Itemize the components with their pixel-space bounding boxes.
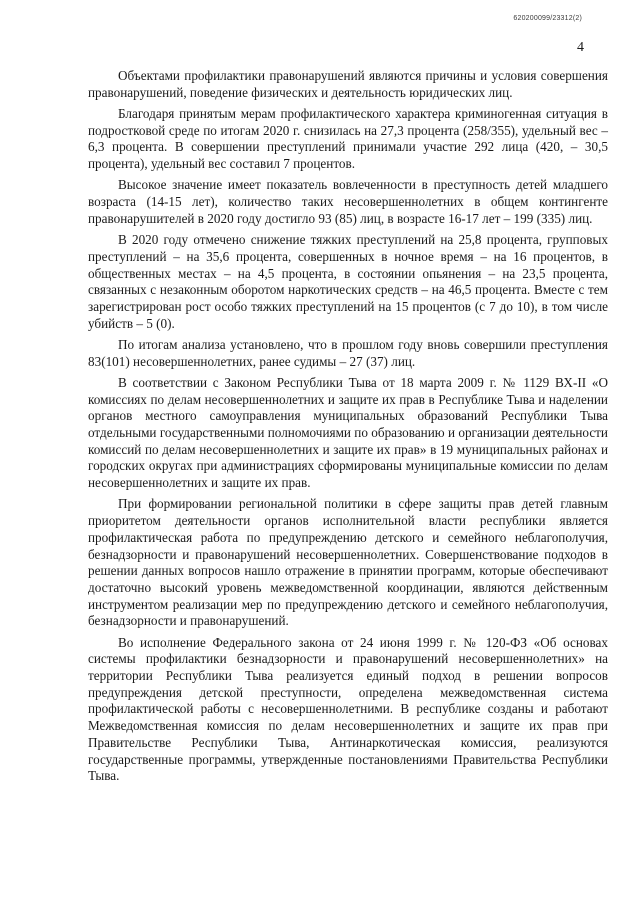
paragraph-regional-policy: При формировании региональной политики в сфере защиты прав детей главным приоритетом деятельности органов исполнительной власти республики является профилактическая работа по предупреждению детского и семейного неблагополучия, безнадзорности и правонарушений несовершеннолетних. Совершенствование подходов в решении данных вопросов нашло отражение в принятии программ, которые обеспечивают достаточно высокий уровень межведомственной координации, являются действенным инструментом реализации мер по предупреждению детского и семейного неблагополучия, безнадзорности и правонарушений. bbox=[88, 496, 608, 629]
paragraph-young-offenders: Высокое значение имеет показатель вовлеченности в преступность детей младшего возраста (14-15 лет), количество таких несовершеннолетних в общем контингенте правонарушителей в 2020 году достигло 93 (85) лиц, в возрасте 16-17 лет – 199 (335) лиц. bbox=[88, 177, 608, 226]
paragraph-prevention-objects: Объектами профилактики правонарушений являются причины и условия совершения правонарушений, поведение физических и деятельность юридических лиц. bbox=[88, 68, 608, 100]
paragraph-tuva-law-commissions: В соответствии с Законом Республики Тыва от 18 марта 2009 г. № 1129 ВХ-II «О комиссиях по делам несовершеннолетних и защите их прав в Республике Тыва и наделении органов местного самоуправления муниципальных образований Республики Тыва отдельными государственными полномочиями по образованию и организации деятельности комиссий по делам несовершеннолетних и защите их прав» в 19 муниципальных районах и городских округах при администрациях сформированы муниципальные комиссии по делам несовершеннолетних и защите их прав. bbox=[88, 374, 608, 491]
paragraph-federal-law: Во исполнение Федерального закона от 24 июня 1999 г. № 120-ФЗ «Об основах системы профилактики безнадзорности и правонарушений несовершеннолетних» на территории Республики Тыва реализуется единый подход в решении вопросов предупреждения детской преступности, определена межведомственная система профилактической работы с несовершеннолетними. В республике созданы и работают Межведомственная комиссия по делам несовершеннолетних и защите их прав при Правительстве Республики Тыва, Антинаркотическая комиссия, реализуются государственные программы, утвержденные постановлениями Правительства Республики Тыва. bbox=[88, 634, 608, 784]
document-id: 620200099/23312(2) bbox=[513, 15, 582, 22]
paragraph-criminogenic-situation: Благодаря принятым мерам профилактического характера криминогенная ситуация в подростковой среде по итогам 2020 г. снизилась на 27,3 процента (258/355), удельный вес – 6,3 процента. В совершении преступлений принимали участие 292 лица (420, – 30,5 процента), удельный вес составил 7 процентов. bbox=[88, 106, 608, 172]
paragraph-repeat-offenders: По итогам анализа установлено, что в прошлом году вновь совершили преступления 83(101) несовершеннолетних, ранее судимы – 27 (37) лиц. bbox=[88, 336, 608, 369]
page-number: 4 bbox=[577, 40, 584, 55]
paragraph-crime-reduction: В 2020 году отмечено снижение тяжких преступлений на 25,8 процента, групповых преступлений – на 35,6 процента, совершенных в ночное время – на 16 процентов, в общественных местах – на 4,5 процента, в состоянии опьянения – на 23,5 процента, связанных с незаконным оборотом наркотических средств – на 46,5 процента. Вместе с тем зарегистрирован рост особо тяжких преступлений на 15 процентов (с 7 до 10), в том числе убийств – 5 (0). bbox=[88, 232, 608, 331]
document-body bbox=[88, 68, 608, 785]
